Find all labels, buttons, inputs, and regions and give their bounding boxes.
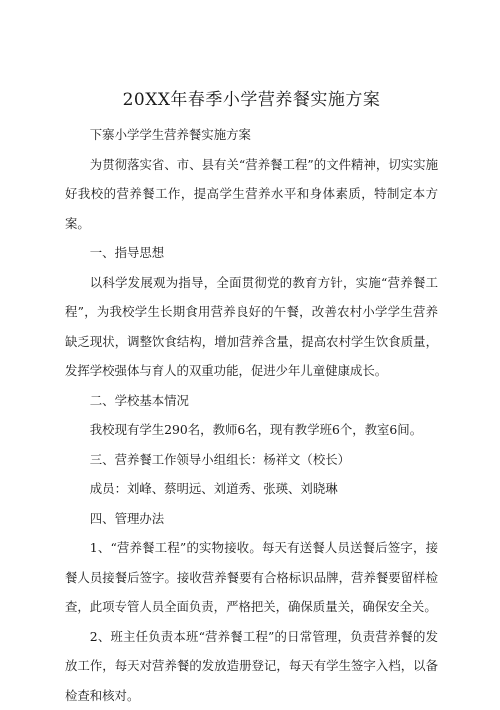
section-heading-guiding-ideology: 一、指导思想 [65,238,438,268]
section-heading-leadership: 三、营养餐工作领导小组组长：杨祥文（校长） [65,445,438,475]
document-title: 20XX年春季小学营养餐实施方案 [65,0,438,111]
paragraph-members: 成员：刘峰、蔡明远、刘道秀、张瑛、刘晓琳 [65,474,438,504]
section-heading-management: 四、管理办法 [65,504,438,534]
paragraph-guiding-ideology: 以科学发展观为指导，全面贯彻党的教育方针，实施“营养餐工程”，为我校学生长期食用营养良好的午餐，改善农村小学学生营养缺乏现状，调整饮食结构，增加营养含量，提高农村学生饮食质量，发挥学校强体与育人的双重功能，促进少年儿童健康成长。 [65,268,438,386]
paragraph-intro: 为贯彻落实省、市、县有关“营养餐工程”的文件精神，切实实施好我校的营养餐工作，提高学生营养水平和身体素质，特制定本方案。 [65,150,438,239]
paragraph-subtitle: 下寨小学学生营养餐实施方案 [65,120,438,150]
paragraph-school-info: 我校现有学生290名，教师6名，现有教学班6个，教室6间。 [65,415,438,445]
paragraph-management-2: 2、班主任负责本班“营养餐工程”的日常管理，负责营养餐的发放工作，每天对营养餐的发放造册登记，每天有学生签字入档，以备检查和核对。 [65,622,438,710]
document-body [65,120,438,710]
section-heading-school-info: 二、学校基本情况 [65,386,438,416]
paragraph-management-1: 1、“营养餐工程”的实物接收。每天有送餐人员送餐后签字，接餐人员接餐后签字。接收营养餐要有合格标识品牌，营养餐要留样检查，此项专管人员全面负责，严格把关，确保质量关，确保安全关。 [65,533,438,622]
